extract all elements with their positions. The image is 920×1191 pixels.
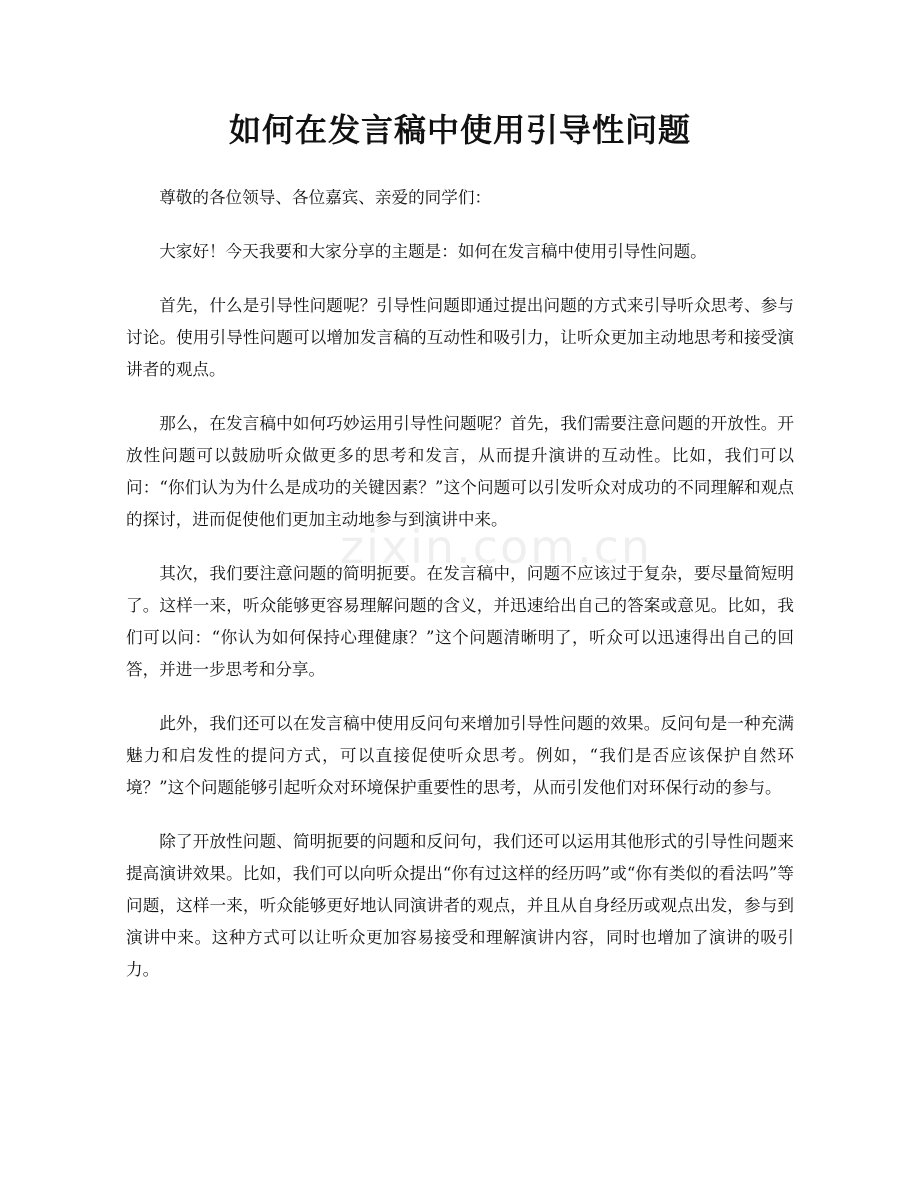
paragraph-openness: 那么，在发言稿中如何巧妙运用引导性问题呢？首先，我们需要注意问题的开放性。开放性问题可以鼓励听众做更多的思考和发言，从而提升演讲的互动性。比如，我们可以问：“你们认为为什么是成功的关键因素？”这个问题可以引发听众对成功的不同理解和观点的探讨，进而促使他们更加主动地参与到演讲中来。 [126,414,794,529]
watermark: zixin.com.cn [340,520,653,574]
document-body [126,182,794,1008]
paragraph-other-forms: 除了开放性问题、简明扼要的问题和反问句，我们还可以运用其他形式的引导性问题来提高演讲效果。比如，我们可以向听众提出“你有过这样的经历吗”或“你有类似的看法吗”等问题，这样一来，听众能够更好地认同演讲者的观点，并且从自身经历或观点出发，参与到演讲中来。这种方式可以让听众更加容易接受和理解演讲内容，同时也增加了演讲的吸引力。 [126,832,794,979]
paragraph-rhetorical: 此外，我们还可以在发言稿中使用反问句来增加引导性问题的效果。反问句是一种充满魅力和启发性的提问方式，可以直接促使听众思考。例如，“我们是否应该保护自然环境？”这个问题能够引起听众对环境保护重要性的思考，从而引发他们对环保行动的参与。 [126,714,794,797]
paragraph-definition: 首先，什么是引导性问题呢？引导性问题即通过提出问题的方式来引导听众思考、参与讨论。使用引导性问题可以增加发言稿的互动性和吸引力，让听众更加主动地思考和接受演讲者的观点。 [126,296,794,379]
paragraph-conciseness: 其次，我们要注意问题的简明扼要。在发言稿中，问题不应该过于复杂，要尽量简短明了。这样一来，听众能够更容易理解问题的含义，并迅速给出自己的答案或意见。比如，我们可以问：“你认为如何保持心理健康？”这个问题清晰明了，听众可以迅速得出自己的回答，并进一步思考和分享。 [126,564,794,679]
paragraph-salutation: 尊敬的各位领导、各位嘉宾、亲爱的同学们： [159,188,492,207]
paragraph-greeting: 大家好！今天我要和大家分享的主题是：如何在发言稿中使用引导性问题。 [159,242,707,261]
document-title: 如何在发言稿中使用引导性问题 [228,111,691,149]
